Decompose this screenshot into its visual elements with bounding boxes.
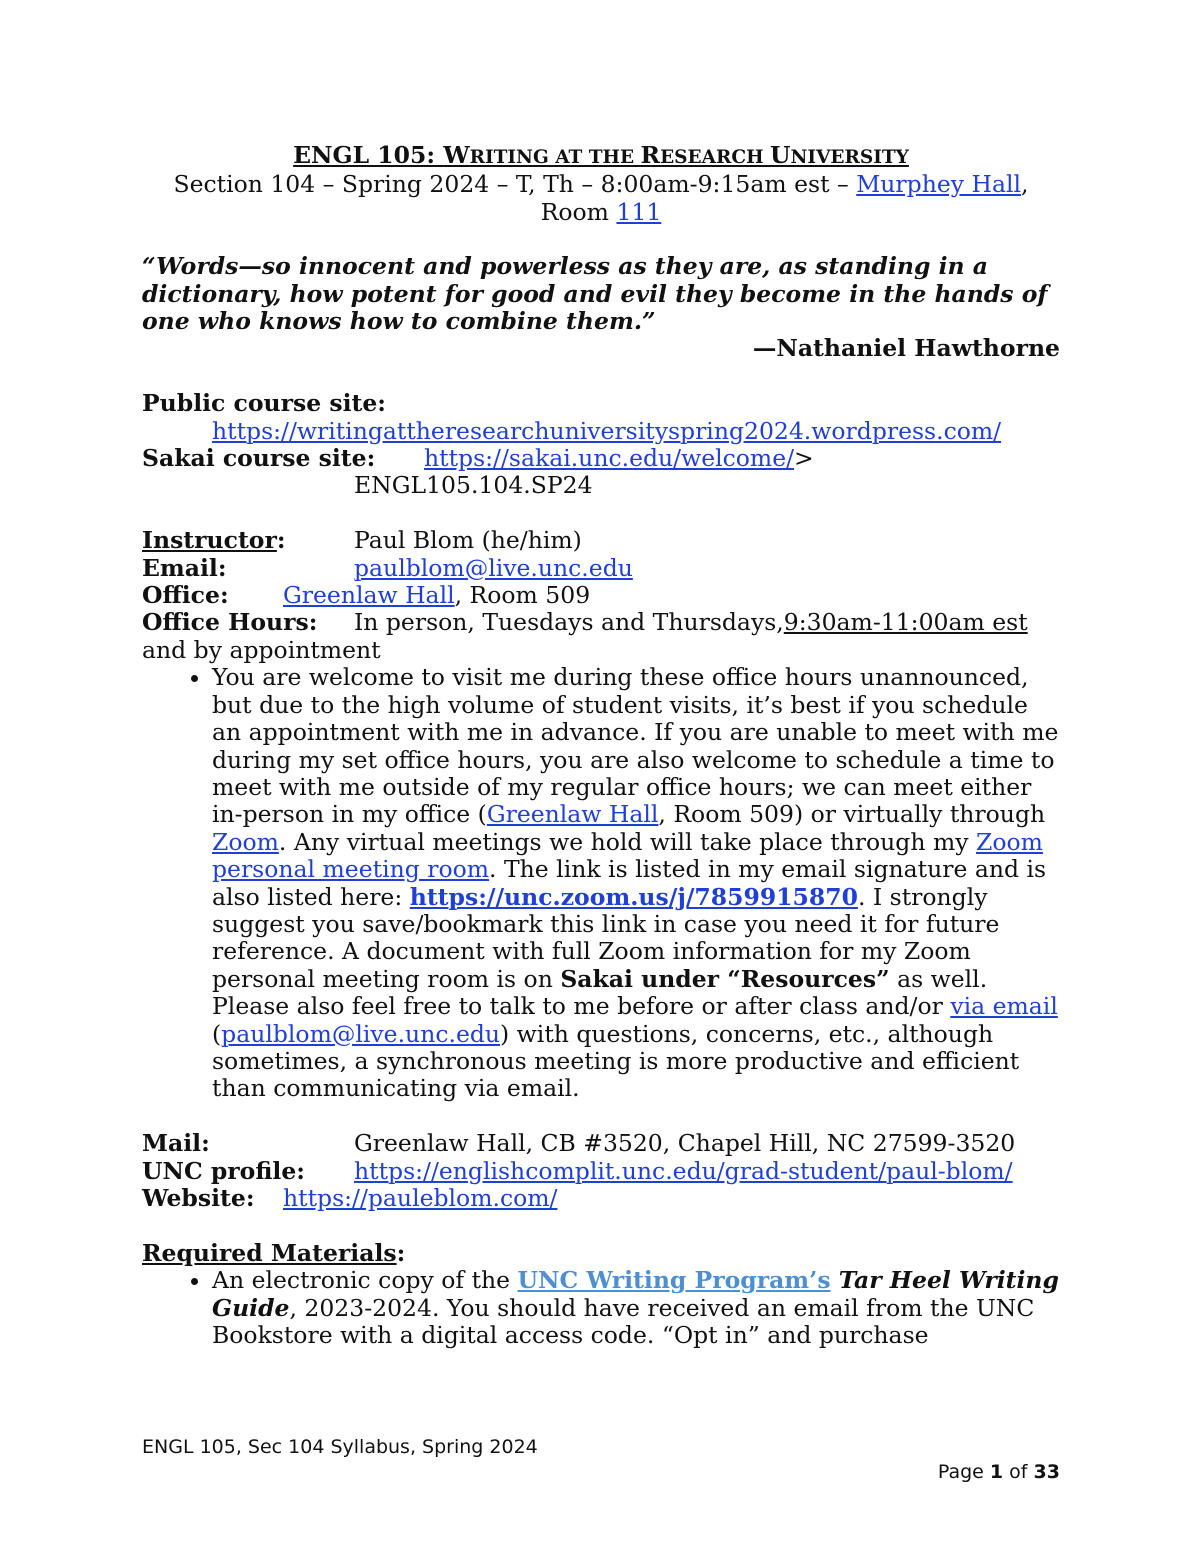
sakai-site-label: Sakai course site: [142, 444, 376, 473]
course-title [142, 142, 1060, 171]
sakai-arrow: > [794, 444, 814, 473]
title-sc-1: RITING AT THE [469, 147, 641, 168]
instructor-label-text: Instructor [142, 526, 277, 555]
materials-heading [142, 1240, 1060, 1267]
title-cap-3: U [770, 141, 791, 169]
mail-value: Greenlaw Hall, CB #3520, Chapel Hill, NC 27599-3520 [354, 1129, 1016, 1158]
office-hours-label: Office Hours: [142, 608, 318, 637]
office-hours-appointment: and by appointment [142, 635, 381, 664]
office-row [142, 582, 1060, 609]
website-row [142, 1185, 1060, 1212]
writing-program-link[interactable]: UNC Writing Program’s [517, 1266, 831, 1295]
profile-row [142, 1158, 1060, 1185]
sakai-site-link[interactable]: https://sakai.unc.edu/welcome/ [424, 444, 795, 473]
materials-heading-colon: : [396, 1238, 406, 1267]
website-label: Website: [142, 1183, 255, 1212]
bullet-text-4: . The link is listed in my email signature and is also listed here: [212, 855, 1047, 911]
course-room [142, 199, 1060, 226]
instructor-row [142, 527, 1060, 554]
materials-item [212, 1267, 1060, 1349]
room-link[interactable]: 111 [616, 197, 662, 226]
mail-label: Mail: [142, 1129, 210, 1158]
course-header [142, 142, 1060, 226]
epigraph-attribution: —Nathaniel Hawthorne [752, 334, 1060, 363]
footer-page-number [938, 1461, 1060, 1483]
room-label: Room [540, 197, 617, 226]
profile-label: UNC profile: [142, 1156, 305, 1185]
greenlaw-hall-link[interactable]: Greenlaw Hall [486, 800, 659, 829]
email-address-link[interactable]: paulblom@live.unc.edu [221, 1019, 501, 1048]
title-prefix: ENGL 105: [293, 141, 444, 169]
sakai-resources: Sakai under “Resources” [560, 964, 890, 993]
footer-course: ENGL 105, Sec 104 Syllabus, Spring 2024 [142, 1436, 538, 1458]
bullet-text-1: You are welcome to visit me during these office hours unannounced, but due to the high volume of student visits, it’s best if you schedule an appointment with me in advance. If you are unable to meet with me during my set office hours, you are also welcome to schedule a time to meet with me outside of my regular office hours; we can meet either in-person in my office ( [212, 663, 1059, 829]
profile-link[interactable]: https://englishcomplit.unc.edu/grad-student/paul-blom/ [354, 1156, 1013, 1185]
page-label: Page [937, 1461, 990, 1483]
materials-text-2: , 2023-2024. You should have received an email from the UNC Bookstore with a digital access code. “Opt in” and purchase [212, 1293, 1035, 1349]
instructor-colon: : [276, 526, 286, 555]
bullet-text-8: ) with questions, concerns, etc., although sometimes, a synchronous meeting is more productive and efficient than communicating via email. [212, 1019, 1020, 1103]
office-hours-bullets [142, 664, 1060, 1103]
office-hours-time: 9:30am-11:00am est [783, 608, 1028, 637]
office-hours-row [142, 609, 1060, 636]
title-sc-2: ESEARCH [660, 147, 770, 168]
mail-row [142, 1130, 1060, 1157]
zoom-link[interactable]: Zoom [212, 827, 279, 856]
murphey-hall-link[interactable]: Murphey Hall [856, 170, 1022, 199]
instructor-label [142, 527, 354, 554]
bullet-text-3: . Any virtual meetings we hold will take place through my [278, 827, 976, 856]
office-hours-bullet [212, 664, 1060, 1103]
office-building-link[interactable]: Greenlaw Hall [283, 581, 455, 610]
sakai-site-row [142, 445, 1060, 472]
schedule-text: Section 104 – Spring 2024 – T, Th – 8:00am-9:15am est – [173, 170, 857, 199]
office-room: , Room 509 [454, 581, 591, 610]
title-sc-3: NIVERSITY [790, 147, 909, 168]
zoom-url-link[interactable]: https://unc.zoom.us/j/7859915870 [409, 882, 858, 911]
page-content [142, 142, 1060, 1349]
page-of: of [1003, 1461, 1034, 1483]
materials-text-1: An electronic copy of the [212, 1266, 518, 1295]
office-hours-text: In person, Tuesdays and Thursdays, [354, 608, 784, 637]
materials-heading-text: Required Materials [142, 1238, 397, 1267]
title-cap-2: R [640, 141, 661, 169]
bullet-text-7: ( [212, 1019, 222, 1048]
public-site-label: Public course site: [142, 389, 386, 418]
guide-title: Tar Heel Writing Guide [212, 1266, 1059, 1322]
title-cap-1: W [443, 141, 470, 169]
email-link[interactable]: paulblom@live.unc.edu [354, 553, 633, 582]
page-num: 1 [989, 1461, 1004, 1483]
materials-list [142, 1267, 1060, 1349]
public-site-link[interactable]: https://writingattheresearchuniversityspring2024.wordpress.com/ [212, 416, 1002, 445]
email-label: Email: [142, 553, 227, 582]
office-label: Office: [142, 581, 229, 610]
bullet-text-5: . I strongly suggest you save/bookmark this link in case you need it for future reference. A document with full Zoom information for my Zoom personal meeting room is on [212, 882, 1000, 993]
bullet-text-2: , Room 509) or virtually through [658, 800, 1046, 829]
course-schedule [142, 171, 1060, 198]
email-row [142, 555, 1060, 582]
website-link[interactable]: https://pauleblom.com/ [283, 1183, 558, 1212]
bullet-text-6: as well. Please also feel free to talk to me before or after class and/or [212, 964, 988, 1021]
instructor-name: Paul Blom (he/him) [354, 526, 582, 555]
sakai-course-id: ENGL105.104.SP24 [354, 471, 593, 500]
via-email-link[interactable]: via email [950, 992, 1058, 1021]
page-total: 33 [1033, 1461, 1060, 1483]
schedule-comma: , [1021, 170, 1029, 199]
zoom-room-link[interactable]: Zoom personal meeting room [212, 827, 1043, 884]
epigraph-quote: “Words—so innocent and powerless as they are, as standing in a dictionary, how potent for good and evil they become in the hands of one who knows how to combine them.” [142, 252, 1048, 336]
